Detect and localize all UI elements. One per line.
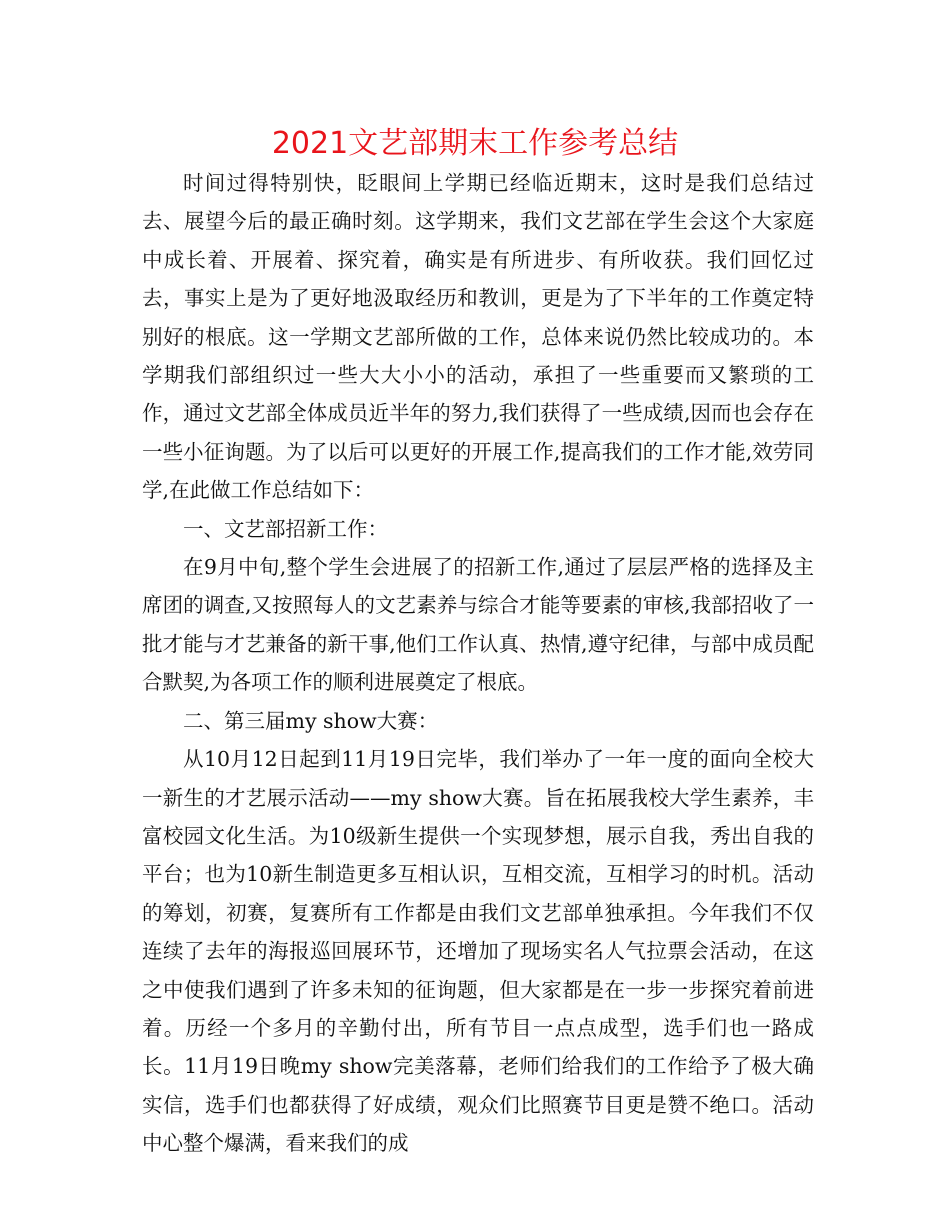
paragraph-recruitment: 在9月中旬,整个学生会进展了的招新工作,通过了层层严格的选择及主席团的调查,又按照每人的文艺素养与综合才能等要素的审核,我部招收了一批才能与才艺兼备的新干事,他们工作认真、热情,遵守纪律，与部中成员配合默契,为各项工作的顺利进展奠定了根底。	[142, 555, 814, 695]
document-body	[142, 164, 814, 1163]
paragraph-my-show: 从10月12日起到11月19日完毕，我们举办了一年一度的面向全校大一新生的才艺展示活动——my show大赛。旨在拓展我校大学生素养，丰富校园文化生活。为10级新生提供一个实现梦想，展示自我，秀出自我的平台；也为10新生制造更多互相认识，互相交流，互相学习的时机。活动的筹划，初赛，复赛所有工作都是由我们文艺部单独承担。今年我们不仅连续了去年的海报巡回展环节，还增加了现场实名人气拉票会活动，在这之中使我们遇到了许多未知的征询题，但大家都是在一步一步探究着前进着。历经一个多月的辛勤付出，所有节目一点点成型，选手们也一路成长。11月19日晚my show完美落幕，老师们给我们的工作给予了极大确实信，选手们也都获得了好成绩，观众们比照赛节目更是赞不绝口。活动中心整个爆满，看来我们的成	[142, 747, 814, 1156]
document-title: 2021文艺部期末工作参考总结	[271, 126, 679, 161]
paragraph-intro: 时间过得特别快，眨眼间上学期已经临近期末，这时是我们总结过去、展望今后的最正确时刻。这学期来，我们文艺部在学生会这个大家庭中成长着、开展着、探究着，确实是有所进步、有所收获。我们回忆过去，事实上是为了更好地汲取经历和教训，更是为了下半年的工作奠定特别好的根底。这一学期文艺部所做的工作，总体来说仍然比较成功的。本学期我们部组织过一些大大小小的活动，承担了一些重要而又繁琐的工作，通过文艺部全体成员近半年的努力,我们获得了一些成绩,因而也会存在一些小征询题。为了以后可以更好的开展工作,提高我们的工作才能,效劳同学,在此做工作总结如下：	[142, 171, 814, 503]
section-heading-recruitment: 一、文艺部招新工作：	[183, 516, 388, 541]
section-heading-my-show: 二、第三届my show大赛：	[183, 708, 439, 733]
